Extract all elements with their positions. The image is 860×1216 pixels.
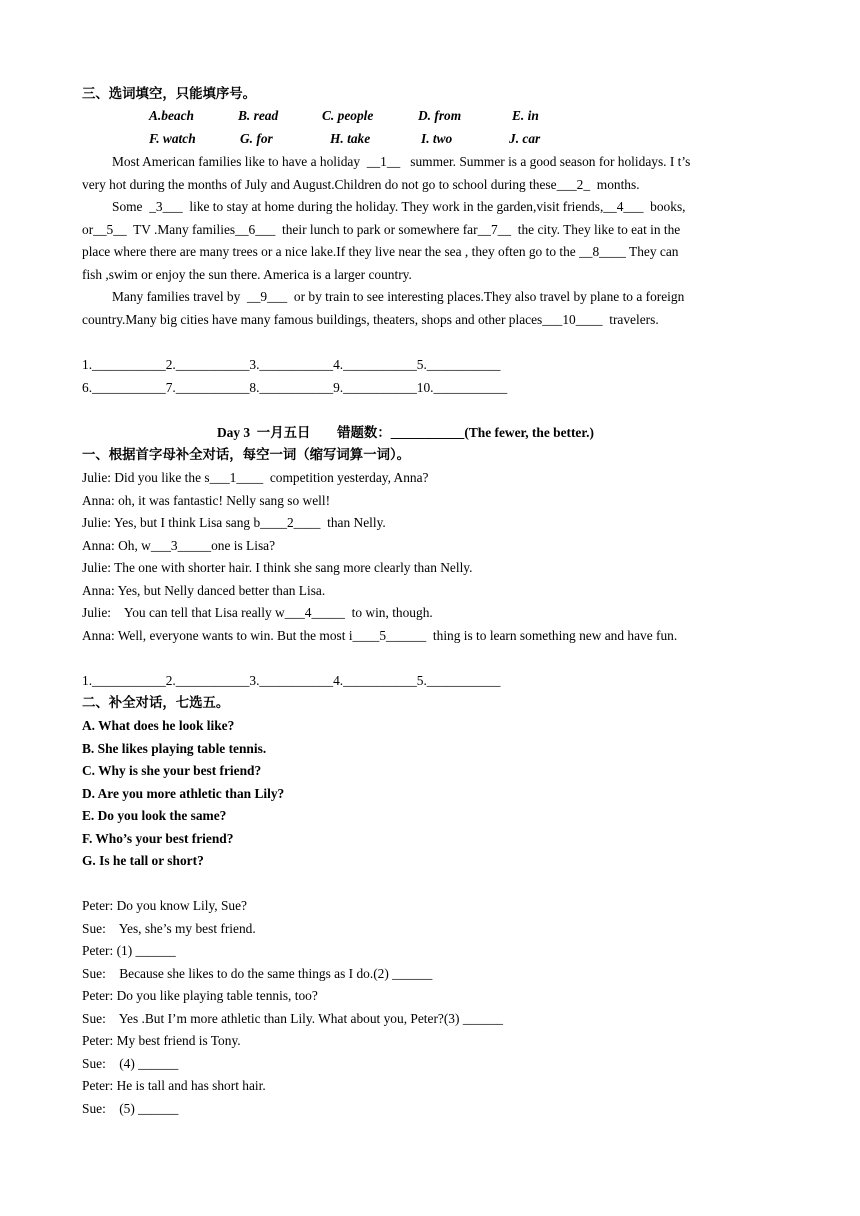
dialog-line: Peter: My best friend is Tony. (82, 1033, 241, 1048)
choice-item: E. Do you look the same? (82, 808, 227, 823)
choice-item: C. Why is she your best friend? (82, 763, 262, 778)
option-d: D. from (418, 108, 462, 123)
dialog-line: Sue: (5) ______ (82, 1100, 179, 1116)
dialog-line: Sue: Because she likes to do the same things as I do.(2) ______ (82, 965, 433, 981)
passage-line: Most American families like to have a holiday __1__ summer. Summer is a good season for holidays. I t’s (112, 154, 691, 169)
option-a: A.beach (149, 108, 195, 123)
passage-line: fish ,swim or enjoy the sun there. America is a larger country. (82, 267, 412, 282)
dialog-line: Sue: Yes, she’s my best friend. (82, 920, 256, 936)
dialog-line: Sue: (4) ______ (82, 1055, 179, 1071)
choice-item: D. Are you more athletic than Lily? (82, 785, 285, 801)
section3-title: 三、选词填空，只能填序号。 (82, 86, 257, 101)
choice-item: G. Is he tall or short? (82, 853, 204, 868)
choice-item: A. What does he look like? (82, 718, 235, 733)
dialog-line: Peter: Do you like playing table tennis, too? (82, 988, 318, 1003)
passage-line: Some _3___ like to stay at home during the holiday. They work in the garden,visit friends,__4___ books, (112, 199, 686, 214)
answer-line: 1.___________2.___________3.___________4.___________5.___________ (82, 357, 501, 372)
dialog-line: Sue: Yes .But I’m more athletic than Lily. What about you, Peter?(3) ______ (82, 1010, 503, 1026)
dialog-line: Julie: You can tell that Lisa really w___4_____ to win, though. (82, 605, 433, 620)
choice-item: B. She likes playing table tennis. (82, 740, 267, 756)
option-c: C. people (322, 108, 374, 123)
answer-line: 6.___________7.___________8.___________9.___________10.___________ (82, 380, 508, 395)
day3-header: Day 3 一月五日 错题数：___________(The fewer, the better.) (217, 425, 594, 440)
dialog-line: Peter: He is tall and has short hair. (82, 1078, 266, 1093)
dialog-line: Peter: Do you know Lily, Sue? (82, 898, 248, 913)
option-f: F. watch (149, 131, 196, 146)
dialog-line: Julie: Yes, but I think Lisa sang b____2____ than Nelly. (82, 515, 386, 530)
dialog-line: Anna: Yes, but Nelly danced better than Lisa. (82, 582, 326, 598)
part1-title: 一、根据首字母补全对话，每空一词（缩写词算一词）。 (82, 447, 411, 462)
choice-item: F. Who’s your best friend? (82, 830, 234, 846)
option-j: J. car (509, 131, 541, 146)
options-row-1 (0, 108, 860, 126)
option-e: E. in (512, 108, 539, 123)
dialog-line: Julie: The one with shorter hair. I think she sang more clearly than Nelly. (82, 560, 473, 575)
passage-line: country.Many big cities have many famous buildings, theaters, shops and other places___10____ travelers. (82, 312, 659, 327)
option-i: I. two (421, 131, 453, 146)
dialog-line: Anna: oh, it was fantastic! Nelly sang so well! (82, 492, 331, 508)
dialog-line: Peter: (1) ______ (82, 943, 176, 958)
answer-line: 1.___________2.___________3.___________4.___________5.___________ (82, 673, 501, 688)
dialog-line: Julie: Did you like the s___1____ competition yesterday, Anna? (82, 470, 429, 485)
option-b: B. read (238, 108, 279, 123)
passage-line: place where there are many trees or a nice lake.If they live near the sea , they often go to the __8____ They can (82, 244, 679, 259)
passage-line: Many families travel by __9___ or by train to see interesting places.They also travel by plane to a foreign (112, 289, 685, 304)
option-g: G. for (240, 131, 273, 146)
part2-title: 二、补全对话，七选五。 (82, 695, 230, 710)
option-h: H. take (330, 131, 371, 146)
dialog-line: Anna: Well, everyone wants to win. But the most i____5______ thing is to learn something new and have fun. (82, 627, 678, 643)
dialog-line: Anna: Oh, w___3_____one is Lisa? (82, 537, 276, 553)
passage-line: very hot during the months of July and August.Children do not go to school during these___2_ months. (82, 177, 640, 192)
passage-line: or__5__ TV .Many families__6___ their lunch to park or somewhere far__7__ the city. They like to eat in the (82, 222, 681, 237)
options-row-2 (0, 131, 860, 149)
